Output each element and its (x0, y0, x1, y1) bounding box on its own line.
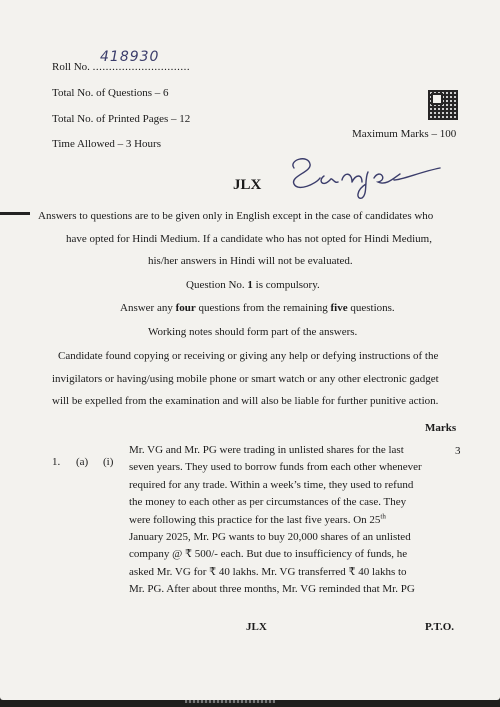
question-line: asked Mr. VG for ₹ 40 lakhs. Mr. VG transferred ₹ 40 lakhs to (129, 565, 407, 578)
paper-code: JLX (233, 177, 262, 193)
question-line: required for any trade. Within a week’s time, they used to refund (129, 478, 414, 491)
question-line: January 2025, Mr. PG wants to buy 20,000 shares of an unlisted (129, 531, 411, 544)
question-line: company @ ₹ 500/- each. But due to insufficiency of funds, he (129, 548, 408, 561)
date-superscript: th (380, 511, 386, 520)
instruction-medium-line2: have opted for Hindi Medium. If a candidate who has not opted for Hindi Medium, (66, 233, 432, 245)
answer-any-five: five (330, 302, 348, 314)
question-line: were following this practice for the last five years. On 25 (129, 513, 381, 526)
instruction-warning-line1: Candidate found copying or receiving or giving any help or defying instructions of the (58, 350, 439, 362)
scan-edge (0, 700, 500, 707)
question-line: Mr. PG. After about three months, Mr. VG reminded that Mr. PG (129, 583, 415, 596)
answer-any-middle: questions from the remaining (195, 302, 331, 314)
time-allowed: Time Allowed – 3 Hours (52, 138, 161, 150)
roll-no-dots: .............................. (92, 61, 191, 73)
roll-no-value: 418930 (100, 49, 160, 65)
signature (282, 150, 442, 205)
compulsory-suffix: is compulsory. (252, 279, 320, 291)
instruction-medium-line3: his/her answers in Hindi will not be evaluated. (148, 255, 353, 267)
question-text (129, 442, 444, 599)
answer-any-four: four (175, 302, 196, 314)
compulsory-prefix: Question No. (186, 279, 248, 291)
question-line: Mr. VG and Mr. PG were trading in unlisted shares for the last (129, 444, 404, 456)
scan-edge-marks (185, 700, 275, 703)
margin-mark (0, 212, 30, 215)
instruction-compulsory (186, 278, 320, 292)
instruction-medium-line1: Answers to questions are to be given only in English except in the case of candidates who (38, 210, 434, 222)
answer-any-prefix: Answer any (120, 302, 176, 314)
signature-icon (282, 150, 442, 200)
qr-code-icon (428, 90, 458, 120)
footer-pto: P.T.O. (425, 621, 455, 633)
question-number: 1. (52, 456, 61, 468)
total-questions: Total No. of Questions – 6 (52, 87, 169, 99)
marks-heading: Marks (425, 422, 457, 434)
instruction-working-notes: Working notes should form part of the answers. (148, 326, 358, 338)
instruction-warning-line2: invigilators or having/using mobile phone or smart watch or any other electronic gadget (52, 373, 439, 385)
question-line: seven years. They used to borrow funds from each other whenever (129, 461, 422, 474)
total-pages: Total No. of Printed Pages – 12 (52, 113, 191, 125)
instruction-warning-line3: will be expelled from the examination and will also be liable for further punitive action. (52, 395, 439, 407)
footer-code: JLX (246, 621, 267, 633)
question-sub: (i) (103, 456, 114, 468)
question-marks: 3 (455, 445, 461, 457)
maximum-marks: Maximum Marks – 100 (352, 128, 457, 140)
roll-no-label: Roll No. (52, 61, 90, 73)
answer-any-suffix: questions. (347, 302, 395, 314)
instruction-answer-any (120, 301, 395, 315)
compulsory-number: 1 (247, 279, 253, 291)
question-line-with-date (129, 512, 444, 529)
question-line: the money to each other as per circumstances of the case. They (129, 496, 407, 509)
question-part: (a) (76, 456, 89, 468)
